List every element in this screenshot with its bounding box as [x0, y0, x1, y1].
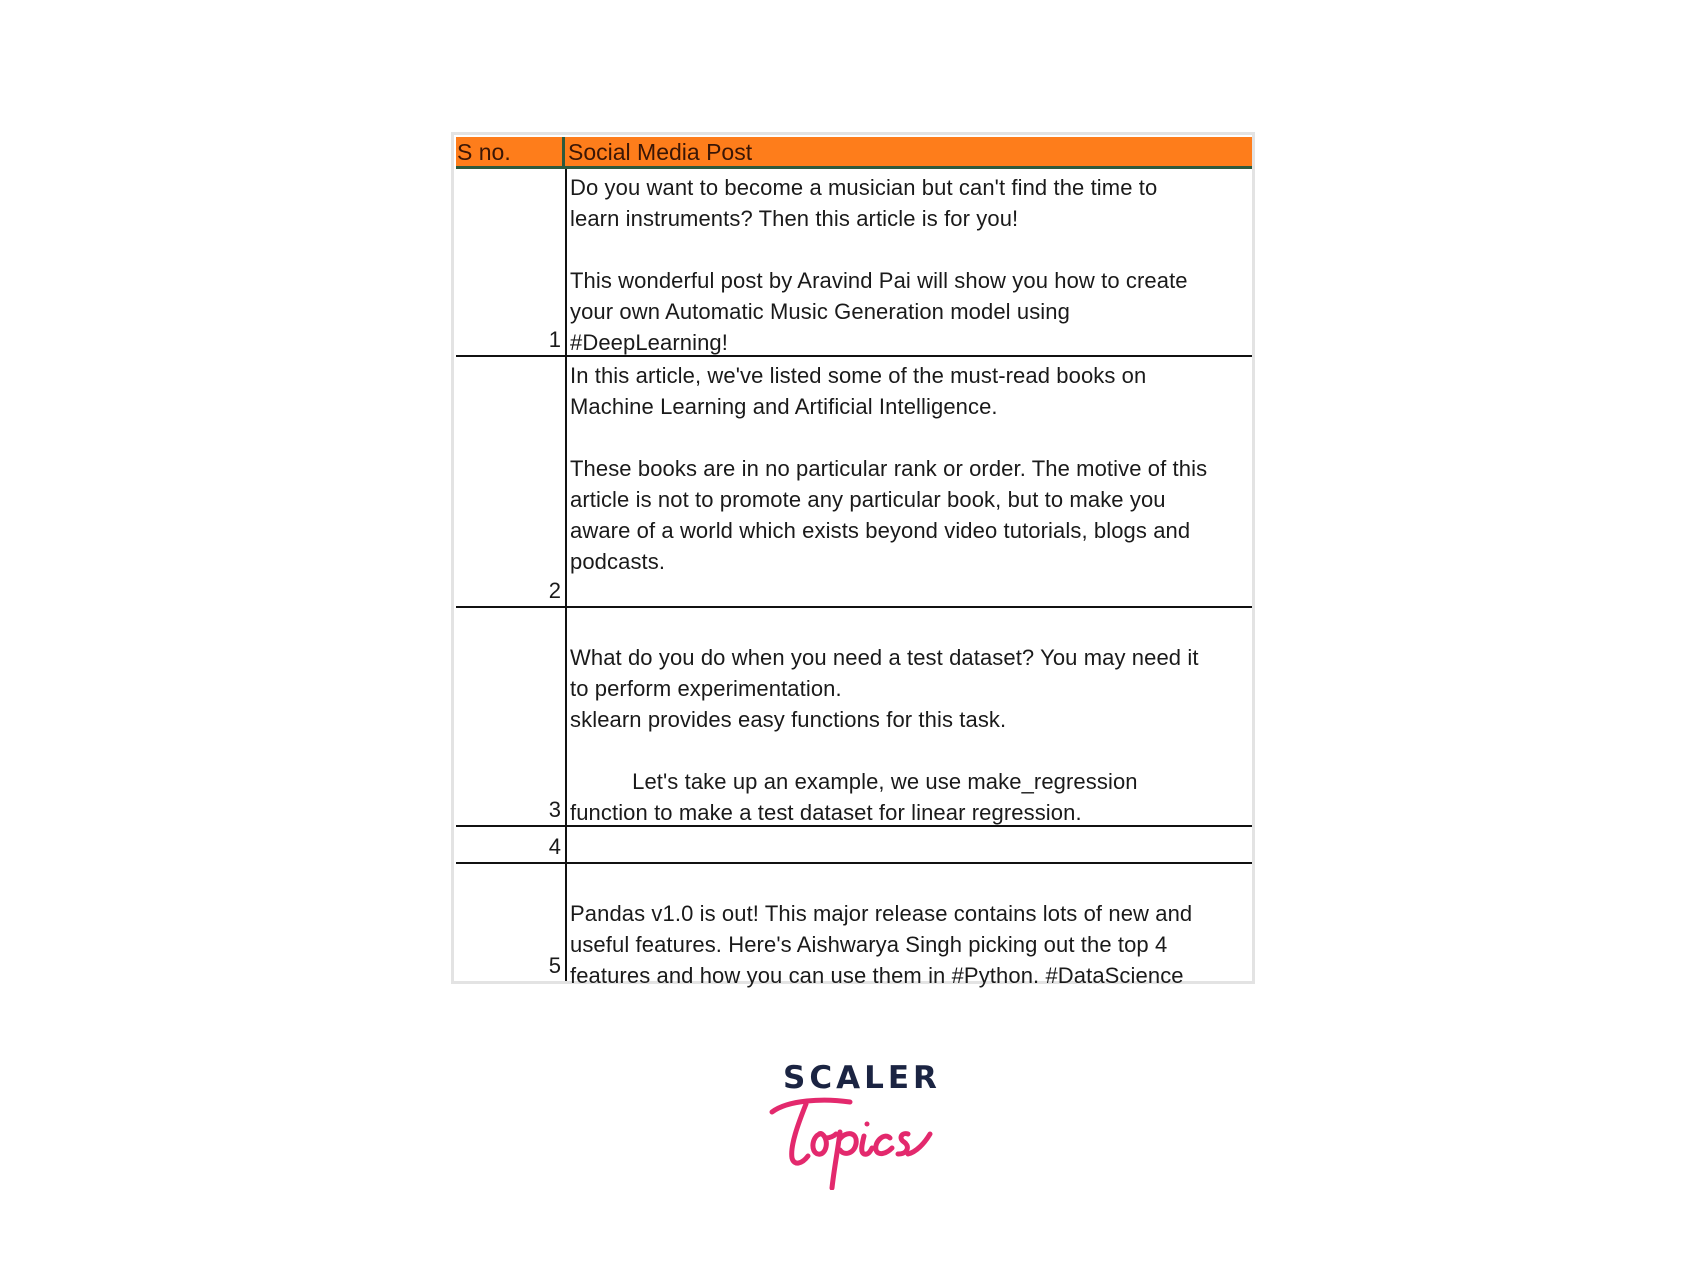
table-row[interactable] [456, 864, 1252, 988]
header-social-media-post[interactable]: Social Media Post [568, 139, 753, 165]
header-sno[interactable]: S no. [457, 139, 511, 165]
logo-script-topics [768, 1094, 938, 1190]
sno-cell[interactable]: 4 [548, 834, 561, 859]
table-row[interactable] [456, 608, 1252, 827]
spreadsheet-table [451, 132, 1255, 988]
table-row[interactable] [456, 827, 1252, 864]
post-cell[interactable]: Pandas v1.0 is out! This major release contains lots of new and useful features. Here's Aishwarya Singh picking out the top 4 features and how you can use them in #Python. #DataScience [570, 901, 1193, 988]
sno-cell[interactable]: 5 [548, 953, 561, 978]
logo-wordmark: SCALER [783, 1060, 941, 1096]
header-row [456, 137, 1252, 169]
sno-cell[interactable]: 1 [548, 327, 561, 352]
post-cell[interactable]: In this article, we've listed some of the must-read books on Machine Learning and Artificial Intelligence. These books are in no particular rank or order. The motive of this article is not to promote any particular book, but to make you aware of a world which exists beyond video tutorials, blogs and podcasts. [570, 363, 1208, 574]
post-cell[interactable]: Do you want to become a musician but can't find the time to learn instruments? Then this article is for you! This wonderful post by Aravind Pai will show you how to create your own Automatic Music Generation model using #DeepLearning! [570, 175, 1188, 355]
table-row[interactable] [456, 169, 1252, 357]
table-row[interactable] [456, 357, 1252, 608]
sno-cell[interactable]: 2 [548, 578, 561, 603]
logo-script-text: Topics [768, 1094, 771, 1095]
post-cell[interactable]: What do you do when you need a test dataset? You may need it to perform experimentation. sklearn provides easy functions for this task. Let's take up an example, we use make_regression function to make a test dataset for linear regression. [570, 645, 1199, 825]
scaler-topics-logo [768, 1060, 941, 1190]
sno-cell[interactable]: 3 [548, 797, 561, 822]
